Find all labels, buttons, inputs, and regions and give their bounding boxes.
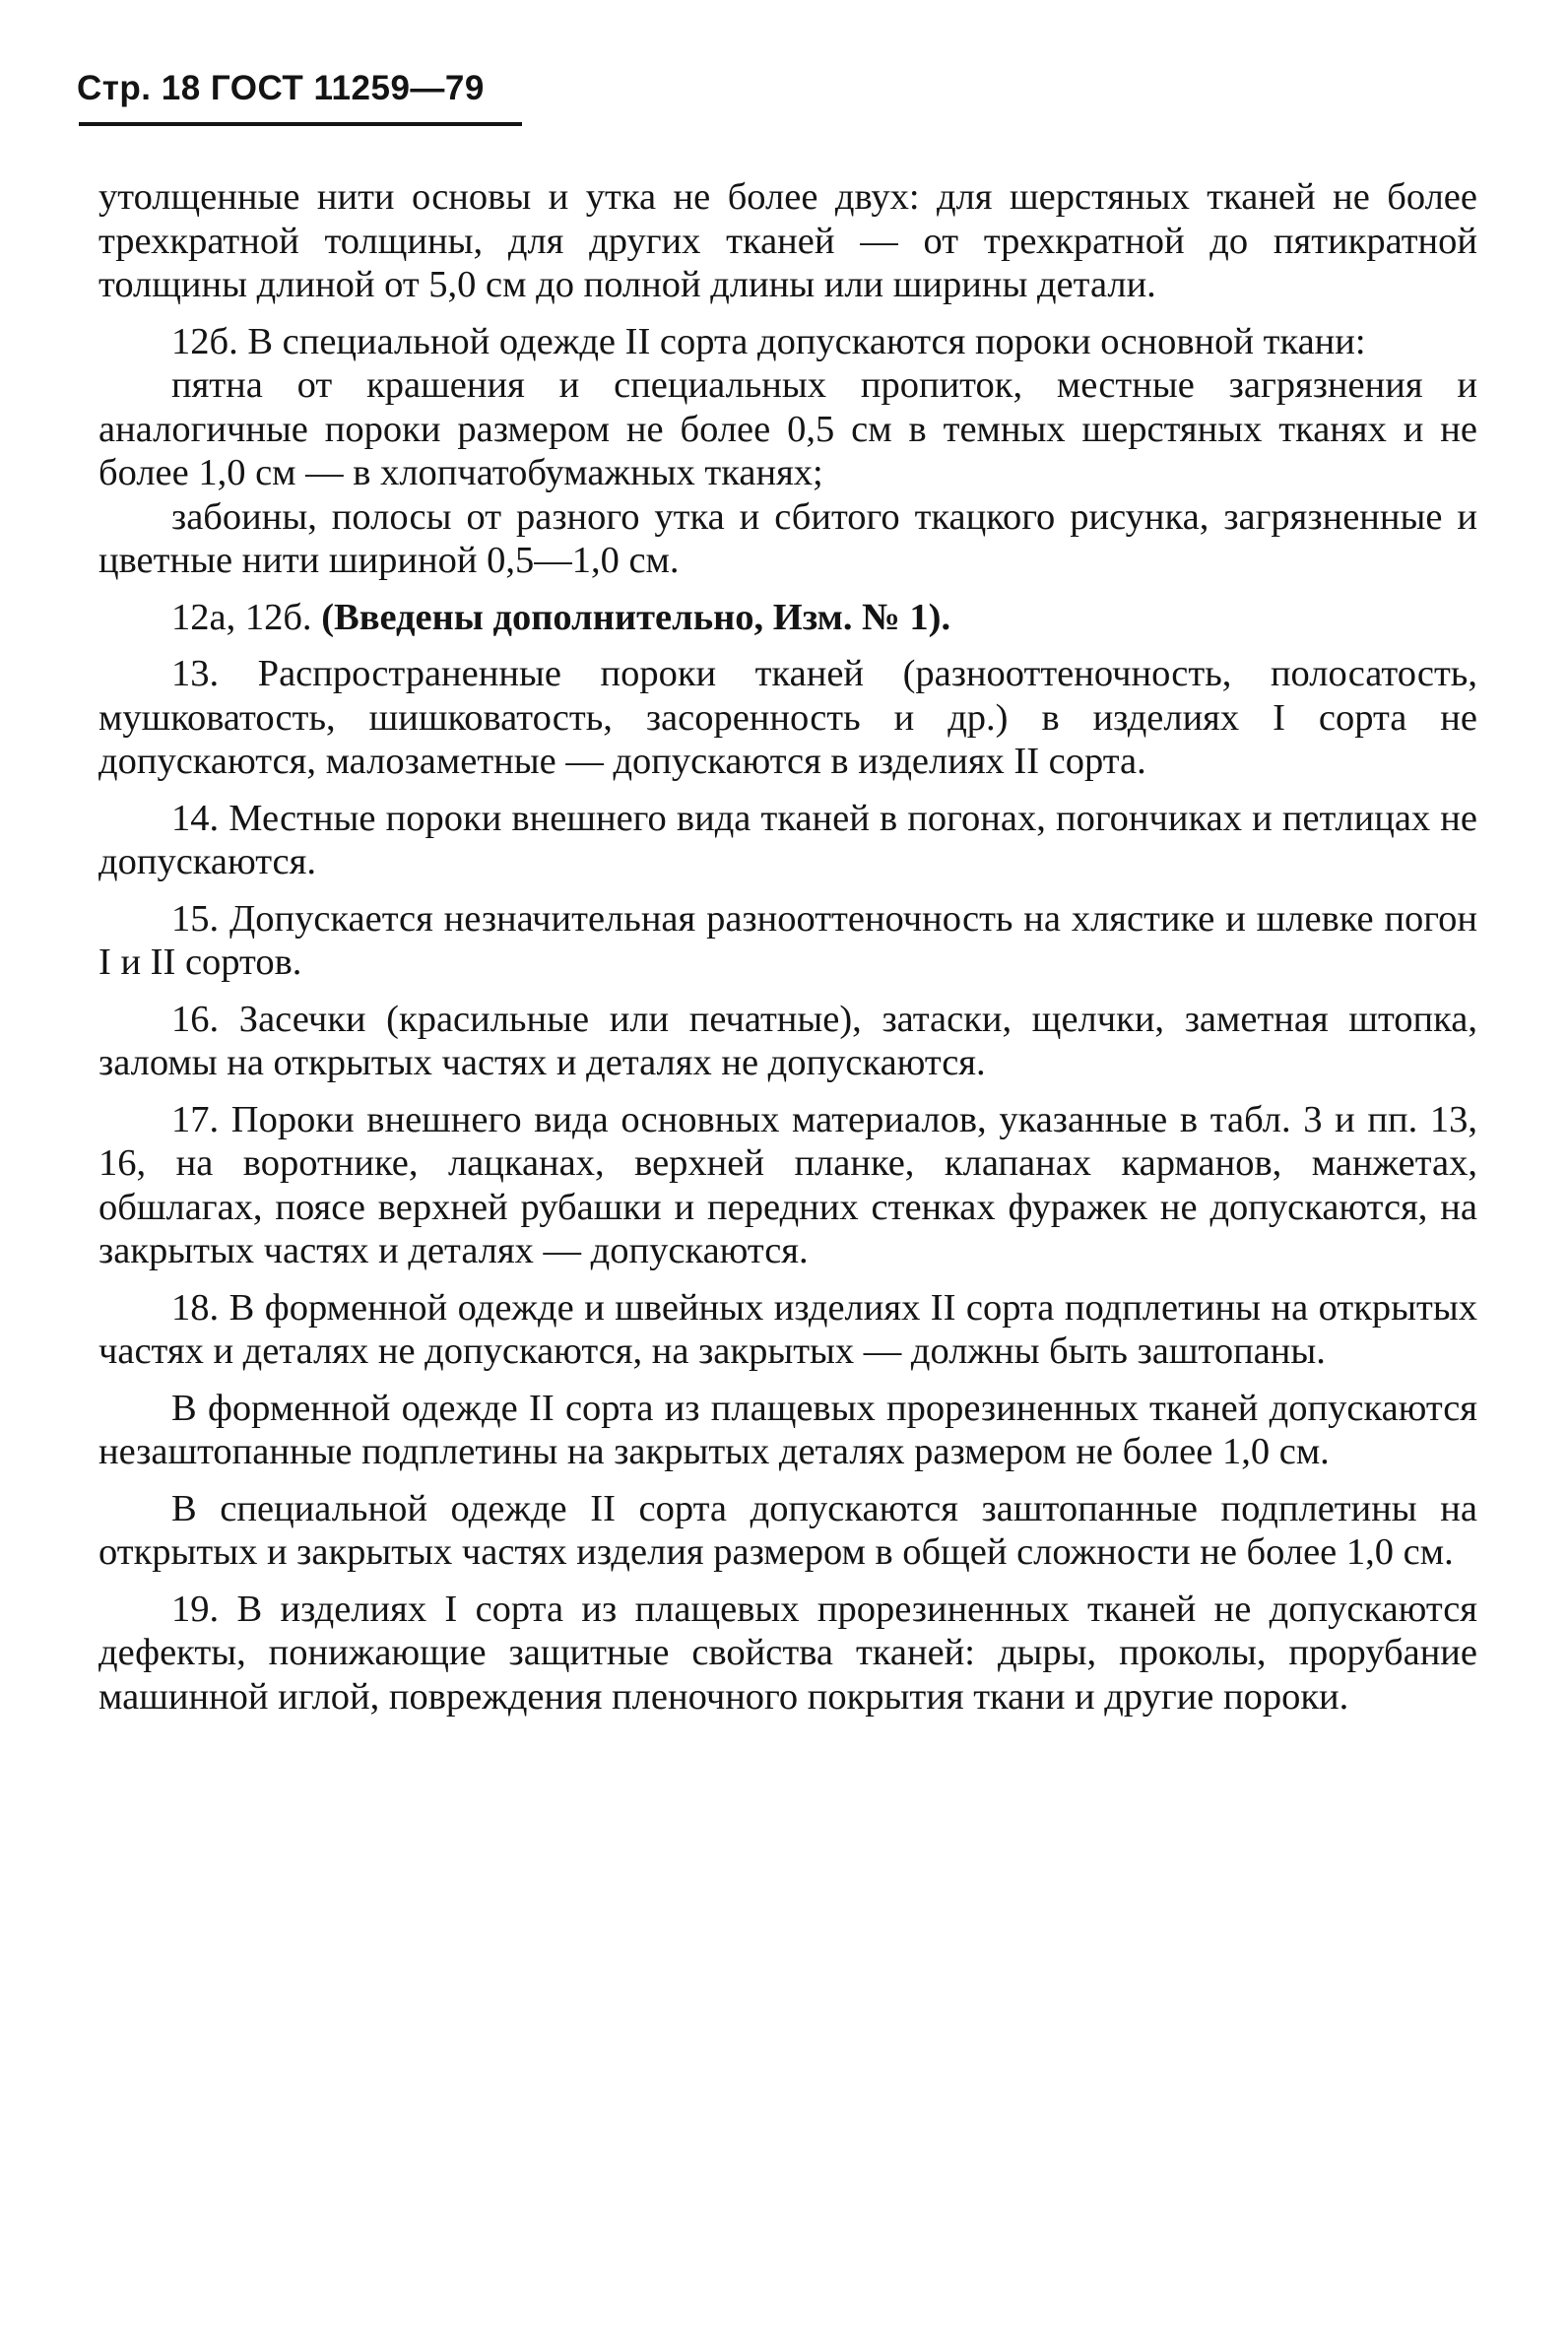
paragraph-12b-stains: пятна от крашения и специальных пропиток, местные загрязнения и аналогичные пороки размером не более 0,5 см в темных шерстяных тканях и не более 1,0 см — в хлопчатобумажных тканях; (98, 364, 1477, 493)
paragraph-amendment-note (98, 596, 1477, 640)
amendment-bold-text: (Введены дополнительно, Изм. № 1). (321, 596, 951, 638)
amendment-prefix: 12а, 12б. (171, 596, 322, 638)
paragraph-18: 18. В форменной одежде и швейных изделиях II сорта подплетины на открытых частях и деталях не допускаются, на закрытых — должны быть заштопаны. (98, 1286, 1477, 1372)
paragraph-18-raincoat: В форменной одежде II сорта из плащевых прорезиненных тканей допускаются незаштопанные подплетины на закрытых деталях размером не более 1,0 см. (98, 1387, 1477, 1472)
paragraph-14: 14. Местные пороки внешнего вида тканей в погонах, погончиках и петлицах не допускаются. (98, 797, 1477, 882)
paragraph-18-special: В специальной одежде II сорта допускаются заштопанные подплетины на открытых и закрытых частях изделия размером в общей сложности не более 1,0 см. (98, 1487, 1477, 1573)
paragraph-15: 15. Допускается незначительная разнооттеночность на хлястике и шлевке погон I и II сортов. (98, 897, 1477, 983)
page-header: Стр. 18 ГОСТ 11259—79 (77, 69, 485, 107)
paragraph-16: 16. Засечки (красильные или печатные), затаски, щелчки, заметная штопка, заломы на открытых частях и деталях не допускаются. (98, 998, 1477, 1083)
header-rule (79, 122, 522, 126)
paragraph-13: 13. Распространенные пороки тканей (разнооттеночность, полосатость, мушковатость, шишковатость, засоренность и др.) в изделиях I сорта не допускаются, малозаметные — допускаются в изделиях II сорта. (98, 653, 1477, 782)
paragraph-12b: 12б. В специальной одежде II сорта допускаются пороки основной ткани: (171, 320, 1366, 362)
paragraph-17: 17. Пороки внешнего вида основных материалов, указанные в табл. 3 и пп. 13, 16, на воротнике, лацканах, верхней планке, клапанах карманов, манжетах, обшлагах, поясе верхней рубашки и передних стенках фуражек не допускаются, на закрытых частях и деталях — допускаются. (98, 1098, 1477, 1271)
paragraph-12b-weft: забоины, полосы от разного утка и сбитого ткацкого рисунка, загрязненные и цветные нити шириной 0,5—1,0 см. (98, 495, 1477, 581)
body-text (98, 175, 1477, 1731)
paragraph-19: 19. В изделиях I сорта из плащевых прорезиненных тканей не допускаются дефекты, понижающие защитные свойства тканей: дыры, проколы, прорубание машинной иглой, повреждения пленочного покрытия ткани и другие пороки. (98, 1588, 1477, 1718)
paragraph-continuation: утолщенные нити основы и утка не более двух: для шерстяных тканей не более трехкратной толщины, для других тканей — от трехкратной до пятикратной толщины длиной от 5,0 см до полной длины или ширины детали. (98, 176, 1477, 305)
